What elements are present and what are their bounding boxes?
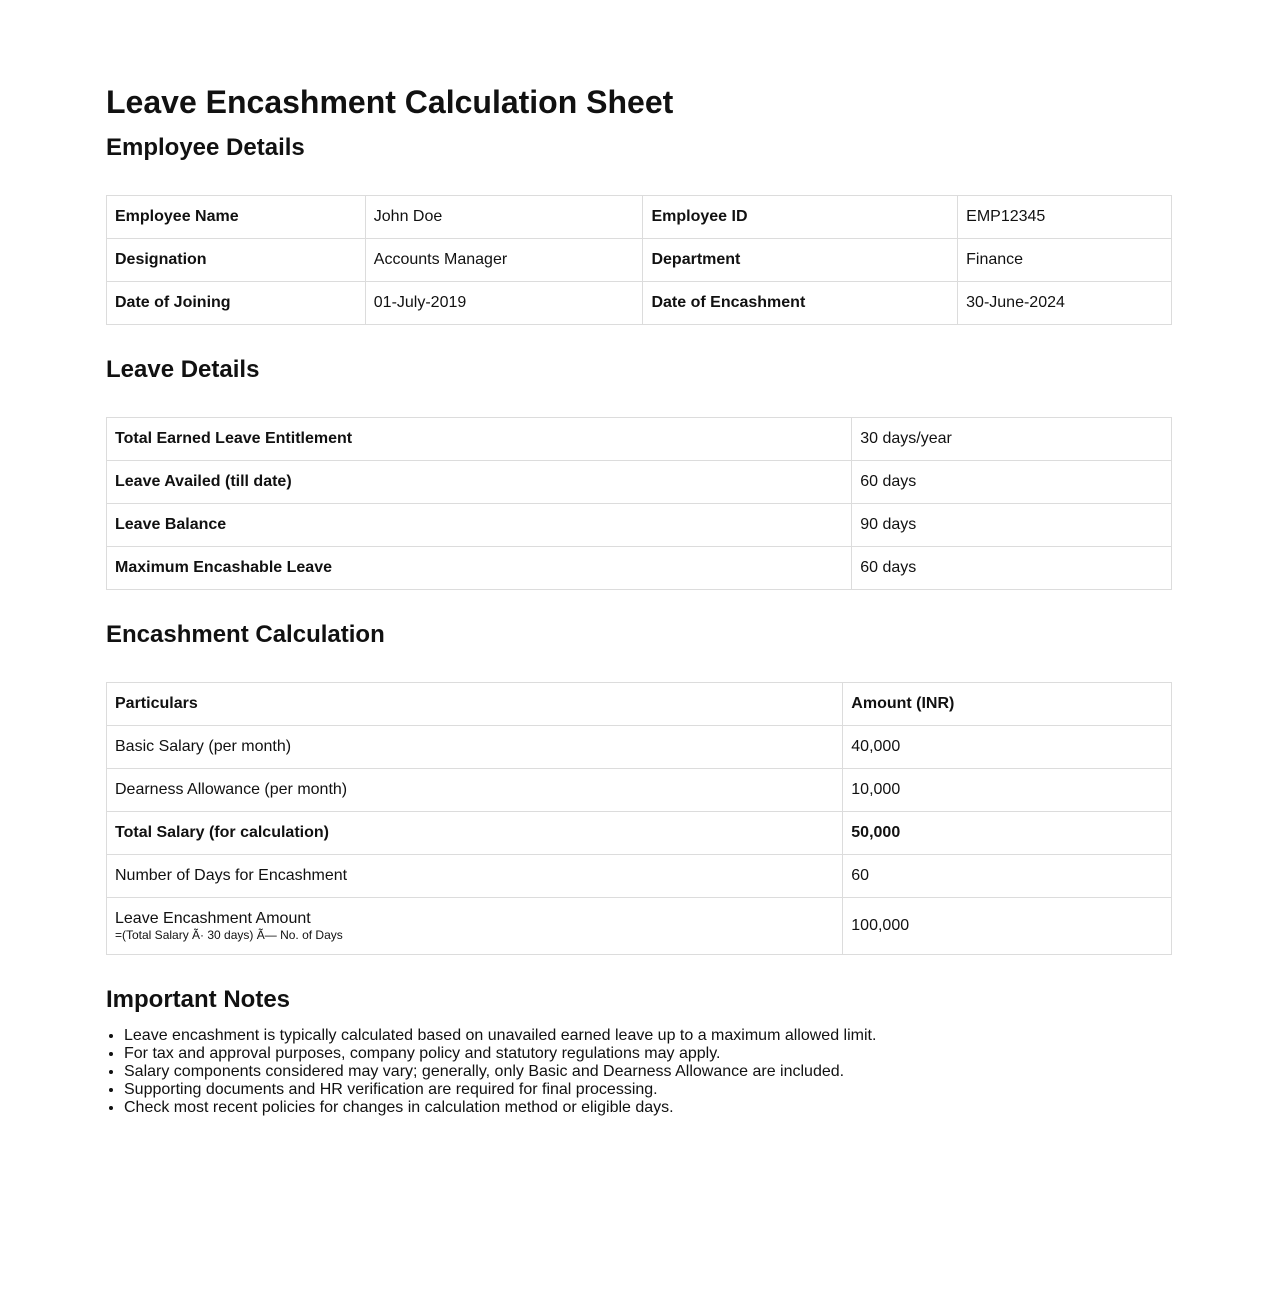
earned-leave-entitlement-label: Total Earned Leave Entitlement — [107, 418, 852, 461]
date-of-encashment-label: Date of Encashment — [643, 282, 958, 325]
employee-name-label: Employee Name — [107, 196, 366, 239]
table-row — [107, 726, 1172, 769]
table-row — [107, 547, 1172, 590]
table-row — [107, 196, 1172, 239]
date-of-encashment-value: 30-June-2024 — [958, 282, 1172, 325]
table-row — [107, 504, 1172, 547]
leave-availed-value: 60 days — [852, 461, 1172, 504]
encashment-days-value: 60 — [843, 855, 1172, 898]
leave-balance-value: 90 days — [852, 504, 1172, 547]
basic-salary-label: Basic Salary (per month) — [107, 726, 843, 769]
encashment-formula: =(Total Salary Ã· 30 days) Ã— No. of Days — [115, 928, 343, 942]
department-label: Department — [643, 239, 958, 282]
encashment-amount-label: Leave Encashment Amount — [115, 910, 311, 927]
designation-label: Designation — [107, 239, 366, 282]
table-row — [107, 812, 1172, 855]
basic-salary-value: 40,000 — [843, 726, 1172, 769]
table-row — [107, 769, 1172, 812]
table-row — [107, 855, 1172, 898]
date-of-joining-label: Date of Joining — [107, 282, 366, 325]
list-item: • Leave encashment is typically calculated based on unavailed earned leave up to a maximum allowed limit. — [124, 1027, 1172, 1045]
date-of-joining-value: 01-July-2019 — [365, 282, 643, 325]
encashment-amount-cell — [107, 898, 843, 955]
leave-balance-label: Leave Balance — [107, 504, 852, 547]
table-row — [107, 461, 1172, 504]
employee-details-heading: Employee Details — [106, 134, 305, 161]
important-notes-heading: Important Notes — [106, 986, 291, 1013]
amount-header: Amount (INR) — [843, 683, 1172, 726]
notes-list — [106, 1027, 1172, 1117]
encashment-days-label: Number of Days for Encashment — [107, 855, 843, 898]
employee-id-label: Employee ID — [643, 196, 958, 239]
total-salary-value: 50,000 — [843, 812, 1172, 855]
employee-name-value: John Doe — [365, 196, 643, 239]
employee-id-value: EMP12345 — [958, 196, 1172, 239]
department-value: Finance — [958, 239, 1172, 282]
page-title: Leave Encashment Calculation Sheet — [106, 84, 674, 120]
employee-details-table — [106, 195, 1172, 325]
table-row — [107, 418, 1172, 461]
table-row — [107, 898, 1172, 955]
earned-leave-entitlement-value: 30 days/year — [852, 418, 1172, 461]
max-encashable-leave-value: 60 days — [852, 547, 1172, 590]
dearness-allowance-label: Dearness Allowance (per month) — [107, 769, 843, 812]
encashment-amount-value: 100,000 — [843, 898, 1172, 955]
table-row — [107, 239, 1172, 282]
max-encashable-leave-label: Maximum Encashable Leave — [107, 547, 852, 590]
designation-value: Accounts Manager — [365, 239, 643, 282]
leave-details-heading: Leave Details — [106, 356, 260, 383]
table-row — [107, 282, 1172, 325]
leave-details-table — [106, 417, 1172, 590]
list-item: • For tax and approval purposes, company policy and statutory regulations may apply. — [124, 1045, 1172, 1063]
encashment-calculation-heading: Encashment Calculation — [106, 621, 385, 648]
list-item: • Supporting documents and HR verification are required for final processing. — [124, 1081, 1172, 1099]
list-item: • Salary components considered may vary; generally, only Basic and Dearness Allowance are included. — [124, 1063, 1172, 1081]
total-salary-label: Total Salary (for calculation) — [107, 812, 843, 855]
leave-availed-label: Leave Availed (till date) — [107, 461, 852, 504]
particulars-header: Particulars — [107, 683, 843, 726]
dearness-allowance-value: 10,000 — [843, 769, 1172, 812]
list-item: • Check most recent policies for changes in calculation method or eligible days. — [124, 1099, 1172, 1117]
table-header-row — [107, 683, 1172, 726]
encashment-calculation-table — [106, 682, 1172, 955]
